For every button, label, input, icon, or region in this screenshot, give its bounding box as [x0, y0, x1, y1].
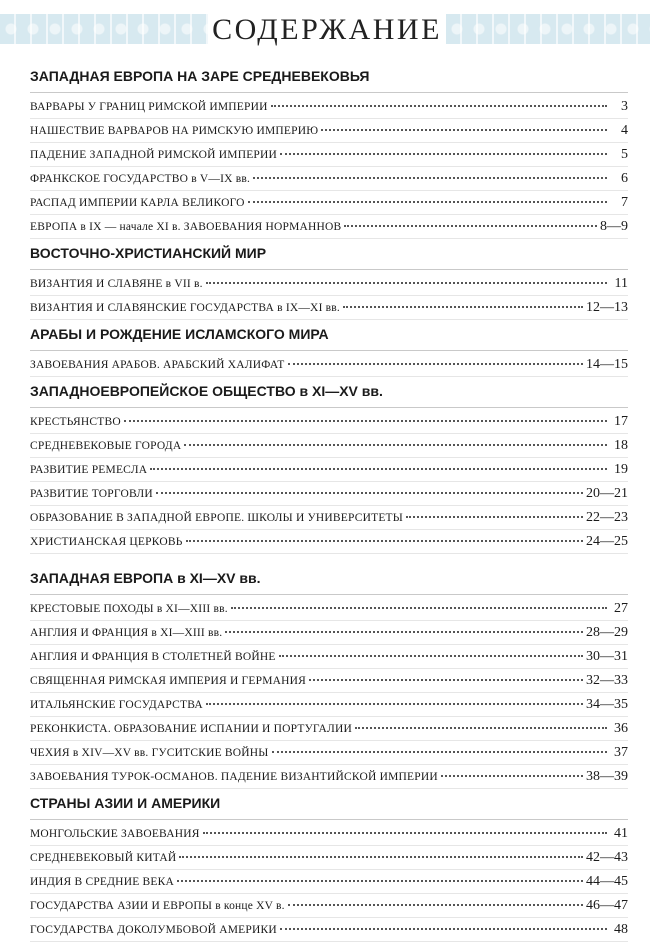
- entry-title: СРЕДНЕВЕКОВЫЕ ГОРОДА: [30, 440, 182, 452]
- entry-title: ГОСУДАРСТВА АЗИИ И ЕВРОПЫ в конце XV в.: [30, 900, 285, 912]
- page-number: 20—21: [586, 486, 628, 501]
- entry-title: ЗАВОЕВАНИЯ АРАБОВ. АРАБСКИЙ ХАЛИФАТ: [30, 359, 285, 371]
- dot-leader: [288, 903, 583, 906]
- dot-leader: [206, 702, 583, 705]
- dot-leader: [184, 443, 607, 446]
- section-title: ВОСТОЧНО-ХРИСТИАНСКИЙ МИР: [30, 245, 267, 261]
- entry-title: РЕКОНКИСТА. ОБРАЗОВАНИЕ ИСПАНИИ И ПОРТУГАЛИИ: [30, 723, 353, 735]
- page-number: 28—29: [586, 625, 628, 640]
- page-number: 18: [614, 438, 628, 453]
- dot-leader: [179, 855, 583, 858]
- toc-entry[interactable]: [30, 458, 628, 482]
- toc-section: [30, 243, 628, 320]
- entry-title: РАСПАД ИМПЕРИИ КАРЛА ВЕЛИКОГО: [30, 197, 245, 209]
- page-number: 22—23: [586, 510, 628, 525]
- toc-entry[interactable]: [30, 434, 628, 458]
- dot-leader: [177, 879, 583, 882]
- page-number: 34—35: [586, 697, 628, 712]
- entry-title: ХРИСТИАНСКАЯ ЦЕРКОВЬ: [30, 536, 183, 548]
- toc-section: [30, 568, 628, 789]
- entry-title: НАШЕСТВИЕ ВАРВАРОВ НА РИМСКУЮ ИМПЕРИЮ: [30, 125, 319, 137]
- page-number: 12—13: [586, 300, 628, 315]
- table-of-contents: [30, 62, 628, 942]
- decorative-ornament-left: [0, 14, 208, 44]
- dot-leader: [355, 726, 607, 729]
- page-number: 38—39: [586, 769, 628, 784]
- page-number: 5: [621, 147, 628, 162]
- page-header: [0, 0, 650, 56]
- dot-leader: [288, 362, 583, 365]
- page-number: 36: [614, 721, 628, 736]
- entry-title: ИТАЛЬЯНСКИЕ ГОСУДАРСТВА: [30, 699, 203, 711]
- dot-leader: [344, 224, 597, 227]
- entry-title: РАЗВИТИЕ РЕМЕСЛА: [30, 464, 148, 476]
- section-divider: [30, 594, 628, 595]
- entry-title: АНГЛИЯ И ФРАНЦИЯ В СТОЛЕТНЕЙ ВОЙНЕ: [30, 651, 276, 663]
- entry-title: ВИЗАНТИЯ И СЛАВЯНЕ в VII в.: [30, 278, 203, 290]
- toc-section: [30, 324, 628, 377]
- toc-entry[interactable]: [30, 272, 628, 296]
- dot-leader: [272, 750, 607, 753]
- dot-leader: [124, 419, 607, 422]
- page-number: 48: [614, 922, 628, 937]
- dot-leader: [186, 539, 584, 542]
- page-number: 17: [614, 414, 628, 429]
- toc-entry[interactable]: [30, 822, 628, 846]
- page-number: 6: [621, 171, 628, 186]
- page-number: 44—45: [586, 874, 628, 889]
- dot-leader: [203, 831, 607, 834]
- toc-entry[interactable]: [30, 717, 628, 741]
- entry-title: ФРАНКСКОЕ ГОСУДАРСТВО в V—IX вв.: [30, 173, 251, 185]
- page-number: 41: [614, 826, 628, 841]
- entry-title: ЧЕХИЯ в XIV—XV вв. ГУСИТСКИЕ ВОЙНЫ: [30, 747, 269, 759]
- toc-entry[interactable]: [30, 918, 628, 942]
- dot-leader: [225, 630, 583, 633]
- toc-entry[interactable]: [30, 741, 628, 765]
- toc-section: [30, 793, 628, 942]
- section-title: ЗАПАДНАЯ ЕВРОПА НА ЗАРЕ СРЕДНЕВЕКОВЬЯ: [30, 68, 370, 84]
- toc-entry[interactable]: [30, 506, 628, 530]
- dot-leader: [309, 678, 583, 681]
- entry-title: ВАРВАРЫ У ГРАНИЦ РИМСКОЙ ИМПЕРИИ: [30, 101, 268, 113]
- dot-leader: [150, 467, 607, 470]
- dot-leader: [343, 305, 583, 308]
- toc-entry[interactable]: [30, 693, 628, 717]
- entry-title: ЗАВОЕВАНИЯ ТУРОК-ОСМАНОВ. ПАДЕНИЕ ВИЗАНТИЙСКОЙ ИМПЕРИИ: [30, 771, 438, 783]
- page-number: 8—9: [600, 219, 628, 234]
- section-divider: [30, 269, 628, 270]
- page-number: 37: [614, 745, 628, 760]
- toc-entry[interactable]: [30, 621, 628, 645]
- section-divider: [30, 350, 628, 351]
- toc-section: [30, 66, 628, 239]
- dot-leader: [231, 606, 607, 609]
- dot-leader: [253, 176, 607, 179]
- page-number: 3: [621, 99, 628, 114]
- toc-entry[interactable]: [30, 119, 628, 143]
- toc-entry[interactable]: [30, 846, 628, 870]
- toc-entry[interactable]: [30, 143, 628, 167]
- dot-leader: [271, 104, 607, 107]
- entry-title: ИНДИЯ В СРЕДНИЕ ВЕКА: [30, 876, 174, 888]
- toc-entry[interactable]: [30, 765, 628, 789]
- page-number: 46—47: [586, 898, 628, 913]
- page-number: 32—33: [586, 673, 628, 688]
- page-title: СОДЕРЖАНИЕ: [212, 13, 442, 46]
- page-number: 24—25: [586, 534, 628, 549]
- page-number: 30—31: [586, 649, 628, 664]
- toc-entry[interactable]: [30, 296, 628, 320]
- section-divider: [30, 819, 628, 820]
- dot-leader: [321, 128, 607, 131]
- dot-leader: [279, 654, 583, 657]
- toc-entry[interactable]: [30, 870, 628, 894]
- entry-title: СРЕДНЕВЕКОВЫЙ КИТАЙ: [30, 852, 177, 864]
- page-number: 14—15: [586, 357, 628, 372]
- toc-entry[interactable]: [30, 410, 628, 434]
- entry-title: РАЗВИТИЕ ТОРГОВЛИ: [30, 488, 153, 500]
- entry-title: КРЕСТОВЫЕ ПОХОДЫ в XI—XIII вв.: [30, 603, 228, 615]
- toc-entry[interactable]: [30, 645, 628, 669]
- entry-title: ПАДЕНИЕ ЗАПАДНОЙ РИМСКОЙ ИМПЕРИИ: [30, 149, 278, 161]
- section-divider: [30, 407, 628, 408]
- decorative-ornament-right: [446, 14, 650, 44]
- toc-entry[interactable]: [30, 894, 628, 918]
- entry-title: ЕВРОПА в IX — начале XI в. ЗАВОЕВАНИЯ НОРМАННОВ: [30, 221, 342, 233]
- entry-title: СВЯЩЕННАЯ РИМСКАЯ ИМПЕРИЯ И ГЕРМАНИЯ: [30, 675, 307, 687]
- dot-leader: [206, 281, 607, 284]
- page-number: 4: [621, 123, 628, 138]
- entry-title: ВИЗАНТИЯ И СЛАВЯНСКИЕ ГОСУДАРСТВА в IX—XI вв.: [30, 302, 341, 314]
- page-number: 19: [614, 462, 628, 477]
- dot-leader: [280, 152, 607, 155]
- entry-title: ОБРАЗОВАНИЕ В ЗАПАДНОЙ ЕВРОПЕ. ШКОЛЫ И УНИВЕРСИТЕТЫ: [30, 512, 404, 524]
- section-title: СТРАНЫ АЗИИ И АМЕРИКИ: [30, 795, 221, 811]
- dot-leader: [406, 515, 583, 518]
- toc-entry[interactable]: [30, 191, 628, 215]
- toc-entry[interactable]: [30, 167, 628, 191]
- dot-leader: [441, 774, 583, 777]
- page-number: 27: [614, 601, 628, 616]
- section-title: ЗАПАДНАЯ ЕВРОПА в XI—XV вв.: [30, 570, 261, 586]
- dot-leader: [248, 200, 607, 203]
- page-number: 11: [614, 276, 628, 291]
- dot-leader: [156, 491, 583, 494]
- toc-entry[interactable]: [30, 669, 628, 693]
- entry-title: МОНГОЛЬСКИЕ ЗАВОЕВАНИЯ: [30, 828, 200, 840]
- toc-entry[interactable]: [30, 597, 628, 621]
- toc-entry[interactable]: [30, 95, 628, 119]
- toc-entry[interactable]: [30, 215, 628, 239]
- page-number: 42—43: [586, 850, 628, 865]
- section-divider: [30, 92, 628, 93]
- entry-title: АНГЛИЯ И ФРАНЦИЯ в XI—XIII вв.: [30, 627, 223, 639]
- entry-title: КРЕСТЬЯНСТВО: [30, 416, 121, 428]
- page-number: 7: [621, 195, 628, 210]
- toc-entry[interactable]: [30, 482, 628, 506]
- entry-title: ГОСУДАРСТВА ДОКОЛУМБОВОЙ АМЕРИКИ: [30, 924, 277, 936]
- dot-leader: [280, 927, 607, 930]
- toc-entry[interactable]: [30, 353, 628, 377]
- section-title: АРАБЫ И РОЖДЕНИЕ ИСЛАМСКОГО МИРА: [30, 326, 329, 342]
- toc-section: [30, 381, 628, 554]
- section-title: ЗАПАДНОЕВРОПЕЙСКОЕ ОБЩЕСТВО в XI—XV вв.: [30, 383, 383, 399]
- toc-entry[interactable]: [30, 530, 628, 554]
